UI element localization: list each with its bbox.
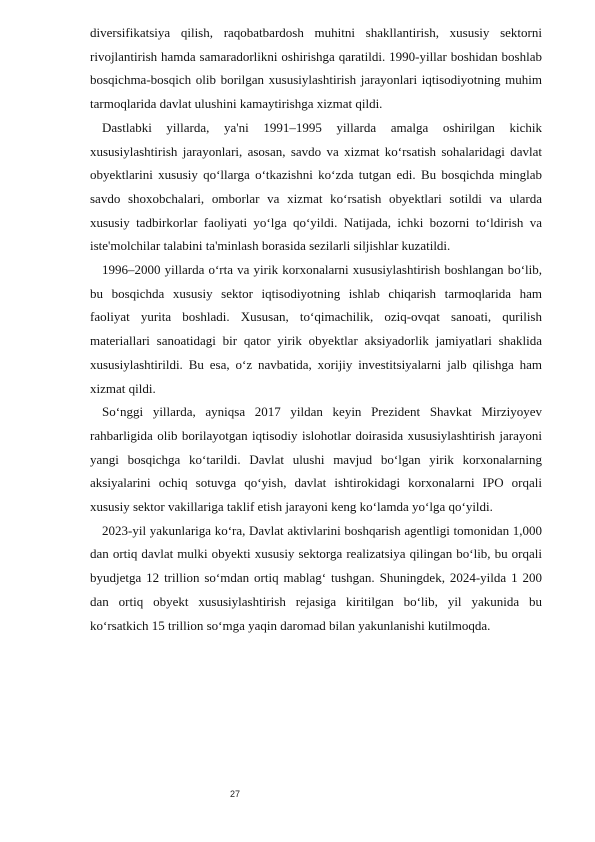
paragraph-large-enterprises: 1996–2000 yillarda o‘rta va yirik korxonalarni xususiylashtirish boshlangan bo‘lib, bu bosqichda xususiy sektor iqtisodiyotning ishlab chiqarish tarmoqlarida ham faoliyat yurita boshladi. Xususan, to‘qimachilik, oziq-ovqat sanoati, qurilish materiallari sanoatidagi bir qator yirik obyektlar aksiyadorlik jamiyatlari shaklida xususiylashtirildi. Bu esa, o‘z navbatida, xorijiy investitsiyalarni jalb qilishga ham xizmat qildi. bbox=[90, 262, 542, 396]
page-number: 27 bbox=[229, 789, 240, 799]
paragraph-recent-reforms: So‘nggi yillarda, ayniqsa 2017 yildan keyin Prezident Shavkat Mirziyoyev rahbarligida olib borilayotgan iqtisodiy islohotlar doirasida xususiylashtirish jarayoni yangi bosqichga ko‘tarildi. Davlat ulushi mavjud bo‘lgan yirik korxonalarning aksiyalarini ochiq sotuvga qo‘yish, davlat ishtirokidagi korxonalarni IPO orqali xususiy sektor vakillariga taklif etish jarayoni keng ko‘lamda yo‘lga qo‘yildi. bbox=[90, 404, 542, 515]
paragraph-2023-results: 2023-yil yakunlariga ko‘ra, Davlat aktivlarini boshqarish agentligi tomonidan 1,000 dan ortiq davlat mulki obyekti xususiy sektorga realizatsiya qilingan bo‘lib, bu orqali byudjetga 12 trillion so‘mdan ortiq mablag‘ tushgan. Shuningdek, 2024-yilda 1 200 dan ortiq obyekt xususiylashtirish rejasiga kiritilgan bo‘lib, yil yakunida bu ko‘rsatkich 15 trillion so‘mga yaqin daromad bilan yakunlanishi kutilmoqda. bbox=[90, 522, 542, 633]
paragraph-early-privatization: Dastlabki yillarda, ya'ni 1991–1995 yillarda amalga oshirilgan kichik xususiylashtirish jarayonlari, asosan, savdo va xizmat ko‘rsatish sohalaridagi davlat obyektlarini xususiy qo‘llarga o‘tkazishni ko‘zda tutgan edi. Bu bosqichda minglab savdo shoxobchalari, omborlar va xizmat ko‘rsatish obyektlari sotildi va ularda xususiy tadbirkorlar faoliyati yo‘lga qo‘yildi. Natijada, ichki bozorni to‘ldirish va iste'molchilar talabini ta'minlash borasida sezilarli siljishlar kuzatildi. bbox=[90, 119, 542, 254]
document-body bbox=[90, 21, 542, 637]
paragraph-continuation: diversifikatsiya qilish, raqobatbardosh muhitni shakllantirish, xususiy sektorni rivojlantirish hamda samaradorlikni oshirishga qaratildi. 1990-yillar boshidan boshlab bosqichma-bosqich olib borilgan xususiylashtirish jarayonlari iqtisodiyotning muhim tarmoqlarida davlat ulushini kamaytirishga xizmat qildi. bbox=[90, 25, 542, 112]
